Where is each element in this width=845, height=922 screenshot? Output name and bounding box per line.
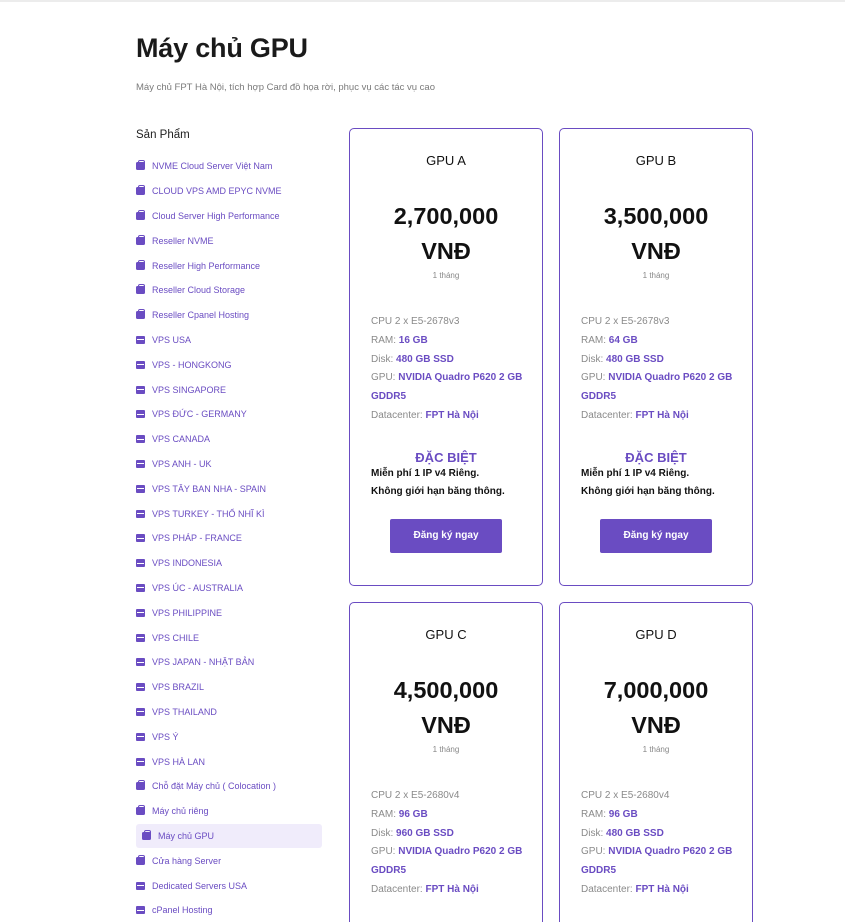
product-card (559, 128, 753, 586)
sidebar-item[interactable] (136, 799, 322, 824)
billing-period: 1 tháng (642, 745, 670, 754)
server-icon (136, 609, 145, 617)
special-heading: ĐẶC BIỆT (625, 449, 687, 465)
sidebar-item-label: Dedicated Servers USA (152, 880, 248, 891)
promo-line: Không giới hạn băng thông. (581, 485, 715, 497)
server-icon (136, 634, 145, 642)
sidebar-item[interactable] (136, 402, 322, 427)
server-icon (136, 708, 145, 716)
spec-datacenter (371, 881, 532, 900)
card-price (350, 199, 542, 269)
server-icon (136, 906, 145, 914)
sidebar-item-label: VPS PHÁP - FRANCE (152, 533, 242, 544)
sidebar-item-label: cPanel Hosting (152, 905, 213, 916)
bag-icon (136, 782, 145, 790)
spec-datacenter (581, 881, 742, 900)
sidebar-item-label: VPS THAILAND (152, 706, 217, 717)
spec-cpu (371, 313, 532, 332)
sidebar-item-label: VPS CANADA (152, 434, 211, 445)
product-card (559, 602, 753, 922)
sidebar-item-label: VPS INDONESIA (152, 558, 223, 569)
spec-label: RAM: (371, 808, 396, 820)
spec-cpu (581, 313, 742, 332)
sidebar-item-label: Reseller Cpanel Hosting (152, 310, 250, 321)
sidebar-item[interactable] (136, 154, 322, 179)
price-currency: VNĐ (631, 238, 681, 264)
sidebar-item-label: Máy chủ GPU (158, 830, 215, 841)
spec-label: Disk: (371, 827, 394, 839)
spec-label: Datacenter: (581, 409, 633, 421)
spec-label: Datacenter: (371, 409, 423, 421)
spec-value: NVIDIA Quadro P620 2 GB GDDR5 (371, 846, 523, 877)
promo-line: Không giới hạn băng thông. (371, 485, 505, 497)
bag-icon (136, 286, 145, 294)
register-button[interactable]: Đăng ký ngay (600, 519, 712, 553)
sidebar-item[interactable] (136, 774, 322, 799)
spec-label: Disk: (581, 827, 604, 839)
sidebar-item[interactable] (136, 328, 322, 353)
spec-label: GPU: (371, 846, 396, 858)
spec-value: 96 GB (608, 808, 638, 820)
spec-ram (371, 332, 532, 351)
sidebar-item-label: VPS PHILIPPINE (152, 607, 223, 618)
promo-line: Miễn phí 1 IP v4 Riêng. (581, 467, 690, 479)
spec-label: RAM: (371, 334, 396, 346)
spec-value: 960 GB SSD (396, 827, 454, 839)
spec-label: GPU: (581, 372, 606, 384)
billing-period: 1 tháng (432, 745, 460, 754)
bag-icon (136, 262, 145, 270)
sidebar-item[interactable] (136, 303, 322, 328)
special-heading: ĐẶC BIỆT (415, 449, 477, 465)
spec-list (350, 787, 542, 900)
spec-value: NVIDIA Quadro P620 2 GB GDDR5 (371, 372, 523, 403)
promo-text (560, 465, 752, 501)
spec-ram (581, 332, 742, 351)
price-amount: 3,500,000 (603, 203, 709, 229)
card-price (350, 673, 542, 743)
sidebar-item[interactable] (136, 526, 322, 551)
sidebar-item[interactable] (136, 749, 322, 774)
sidebar-item[interactable] (136, 501, 322, 526)
server-icon (136, 534, 145, 542)
server-icon (136, 336, 145, 344)
price-amount: 2,700,000 (393, 203, 499, 229)
product-card (349, 602, 543, 922)
sidebar-item[interactable] (136, 204, 322, 229)
spec-list (350, 313, 542, 426)
spec-disk (371, 825, 532, 844)
server-icon (136, 410, 145, 418)
spec-label: Datacenter: (581, 883, 633, 895)
promo-text (350, 465, 542, 501)
sidebar-item[interactable] (136, 700, 322, 725)
server-icon (136, 758, 145, 766)
server-icon (136, 386, 145, 394)
spec-label: CPU (581, 790, 603, 801)
spec-cpu (371, 787, 532, 806)
price-currency: VNĐ (421, 238, 471, 264)
spec-value: 2 x E5-2678v3 (394, 316, 460, 327)
spec-label: Disk: (581, 353, 604, 365)
product-card (349, 128, 543, 586)
spec-value: FPT Hà Nội (425, 409, 479, 421)
spec-label: GPU: (581, 846, 606, 858)
card-price (560, 673, 752, 743)
sidebar-item-label: VPS CHILE (152, 632, 200, 643)
spec-value: 96 GB (398, 808, 428, 820)
sidebar-item-active[interactable] (136, 824, 322, 849)
bag-icon (136, 212, 145, 220)
server-icon (136, 485, 145, 493)
spec-gpu (371, 369, 532, 407)
sidebar-item-label: Chỗ đặt Máy chủ ( Colocation ) (152, 781, 277, 792)
sidebar-item[interactable] (136, 650, 322, 675)
sidebar-item-label: CLOUD VPS AMD EPYC NVME (152, 186, 282, 197)
sidebar-item[interactable] (136, 427, 322, 452)
sidebar-item[interactable] (136, 352, 322, 377)
sidebar-item-label: Máy chủ riêng (152, 806, 209, 817)
spec-datacenter (581, 407, 742, 426)
spec-value: FPT Hà Nội (635, 409, 689, 421)
sidebar-item-label: VPS ÚC - AUSTRALIA (152, 582, 244, 593)
sidebar-item-label: VPS HÀ LAN (152, 756, 206, 767)
spec-disk (371, 351, 532, 370)
sidebar-heading: Sản Phẩm (136, 129, 190, 141)
card-price (560, 199, 752, 269)
server-icon (136, 658, 145, 666)
card-title: GPU C (425, 627, 467, 642)
sidebar-item[interactable] (136, 898, 322, 922)
price-currency: VNĐ (631, 712, 681, 738)
price-amount: 4,500,000 (393, 677, 499, 703)
price-amount: 7,000,000 (603, 677, 709, 703)
spec-value: NVIDIA Quadro P620 2 GB GDDR5 (581, 372, 733, 403)
sidebar-item[interactable] (136, 625, 322, 650)
card-title: GPU B (635, 153, 677, 168)
bag-icon (136, 187, 145, 195)
sidebar-item[interactable] (136, 228, 322, 253)
bag-icon (136, 807, 145, 815)
server-icon (136, 882, 145, 890)
server-icon (136, 510, 145, 518)
spec-value: 480 GB SSD (606, 353, 664, 365)
sidebar-item-label: NVME Cloud Server Việt Nam (152, 161, 273, 172)
billing-period: 1 tháng (432, 271, 460, 280)
sidebar-item-label: Reseller High Performance (152, 260, 261, 271)
bag-icon (136, 311, 145, 319)
spec-list (560, 787, 752, 900)
sidebar-item-label: Reseller NVME (152, 235, 214, 246)
sidebar-item-label: VPS Ý (152, 731, 179, 742)
sidebar-item[interactable] (136, 848, 322, 873)
product-sidebar (136, 126, 322, 922)
sidebar-item-label: Cloud Server High Performance (152, 210, 280, 221)
sidebar-item[interactable] (136, 873, 322, 898)
sidebar-item[interactable] (136, 476, 322, 501)
sidebar-item-label: VPS ĐỨC - GERMANY (152, 409, 247, 420)
spec-value: 480 GB SSD (606, 827, 664, 839)
sidebar-item-label: VPS - HONGKONG (152, 359, 232, 370)
card-title: GPU A (426, 153, 466, 168)
page-subtitle: Máy chủ FPT Hà Nội, tích hợp Card đồ họa rời, phục vụ các tác vụ cao (136, 82, 436, 93)
spec-disk (581, 351, 742, 370)
spec-label: CPU (371, 316, 393, 327)
sidebar-item-label: VPS JAPAN - NHẬT BẢN (152, 657, 255, 668)
spec-label: Datacenter: (371, 883, 423, 895)
spec-gpu (581, 843, 742, 881)
spec-value: 480 GB SSD (396, 353, 454, 365)
spec-ram (581, 806, 742, 825)
spec-gpu (581, 369, 742, 407)
card-title: GPU D (635, 627, 677, 642)
spec-label: RAM: (581, 808, 606, 820)
sidebar-item[interactable] (136, 377, 322, 402)
spec-label: GPU: (371, 372, 396, 384)
spec-label: RAM: (581, 334, 606, 346)
spec-value: FPT Hà Nội (635, 883, 689, 895)
spec-label: CPU (371, 790, 393, 801)
sidebar-list (136, 154, 322, 922)
server-icon (136, 435, 145, 443)
sidebar-item[interactable] (136, 179, 322, 204)
promo-line: Miễn phí 1 IP v4 Riêng. (371, 467, 480, 479)
spec-gpu (371, 843, 532, 881)
sidebar-item[interactable] (136, 600, 322, 625)
sidebar-item[interactable] (136, 452, 322, 477)
bag-icon (136, 162, 145, 170)
spec-list (560, 313, 752, 426)
register-button[interactable]: Đăng ký ngay (390, 519, 502, 553)
spec-value: 16 GB (398, 334, 428, 346)
server-icon (136, 683, 145, 691)
spec-cpu (581, 787, 742, 806)
server-icon (136, 733, 145, 741)
top-divider (0, 0, 845, 2)
spec-datacenter (371, 407, 532, 426)
server-icon (136, 559, 145, 567)
sidebar-item-label: VPS TURKEY - THỔ NHĨ KÌ (152, 508, 265, 519)
spec-value: FPT Hà Nội (425, 883, 479, 895)
bag-icon (136, 237, 145, 245)
sidebar-item-label: Cửa hàng Server (152, 855, 222, 866)
spec-value: NVIDIA Quadro P620 2 GB GDDR5 (581, 846, 733, 877)
spec-value: 2 x E5-2678v3 (604, 316, 670, 327)
server-icon (136, 361, 145, 369)
sidebar-item-label: VPS USA (152, 334, 192, 345)
sidebar-item[interactable] (136, 278, 322, 303)
sidebar-item[interactable] (136, 675, 322, 700)
spec-label: CPU (581, 316, 603, 327)
sidebar-item[interactable] (136, 576, 322, 601)
sidebar-item[interactable] (136, 253, 322, 278)
spec-label: Disk: (371, 353, 394, 365)
spec-value: 64 GB (608, 334, 638, 346)
sidebar-item[interactable] (136, 724, 322, 749)
price-currency: VNĐ (421, 712, 471, 738)
spec-disk (581, 825, 742, 844)
sidebar-item-label: VPS ANH - UK (152, 458, 212, 469)
sidebar-item-label: VPS BRAZIL (152, 682, 205, 693)
spec-value: 2 x E5-2680v4 (394, 790, 460, 801)
page-title: Máy chủ GPU (136, 33, 308, 63)
server-icon (136, 584, 145, 592)
bag-icon (142, 832, 151, 840)
spec-value: 2 x E5-2680v4 (604, 790, 670, 801)
billing-period: 1 tháng (642, 271, 670, 280)
sidebar-item[interactable] (136, 551, 322, 576)
sidebar-item-label: VPS TÂY BAN NHA - SPAIN (152, 483, 267, 494)
server-icon (136, 460, 145, 468)
bag-icon (136, 857, 145, 865)
spec-ram (371, 806, 532, 825)
sidebar-item-label: VPS SINGAPORE (152, 384, 227, 395)
sidebar-item-label: Reseller Cloud Storage (152, 285, 246, 296)
